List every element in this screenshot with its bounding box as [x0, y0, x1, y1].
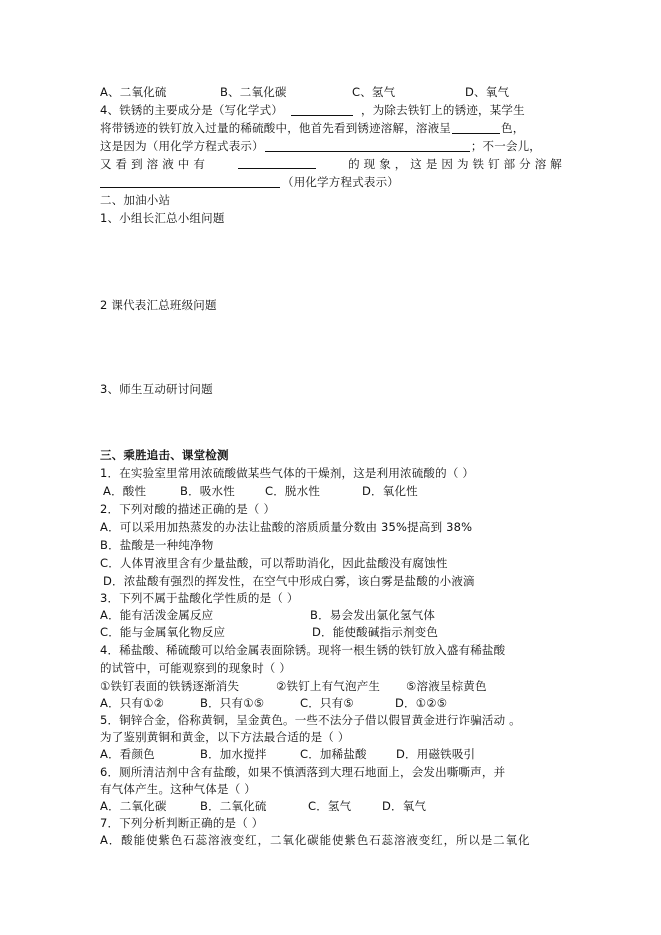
section-2-title: 二、加油小站: [100, 193, 171, 207]
q4-text: 又 看 到 溶 液 中 有: [100, 157, 206, 171]
option: D．能使酸碱指示剂变色: [312, 625, 439, 639]
question-6-line-2: 有气体产生。这种气体是（ ）: [100, 782, 256, 796]
option: C．能与金属氧化物反应: [100, 625, 226, 639]
question-4-line-2: 的试管中，可能观察到的现象时（ ）: [100, 661, 292, 675]
section-3-title: 三、乘胜追击、课堂检测: [100, 448, 229, 462]
option: D．①②⑤: [395, 696, 448, 710]
answer-blank[interactable]: [265, 139, 470, 152]
section-2-item-2: 2 课代表汇总班级问题: [100, 298, 217, 312]
option-c: C、氢气: [352, 85, 396, 99]
q4-text: ，为除去铁钉上的锈迹，某学生: [361, 103, 525, 117]
option: D．用磁铁吸引: [396, 747, 476, 761]
q4-text: 这是因为（用化学方程式表示）: [100, 139, 264, 153]
option: B．易会发出氯化氢气体: [310, 608, 436, 622]
question-3: 3．下列不属于盐酸化学性质的是（ ）: [100, 591, 299, 605]
option: A．二氧化碳: [100, 799, 167, 813]
answer-blank[interactable]: [100, 175, 280, 188]
q4-text: 将带锈迹的铁钉放入过量的稀硫酸中，他首先看到锈迹溶解，溶液呈: [100, 121, 451, 135]
option: A．能有活泼金属反应: [100, 608, 214, 622]
option: B．只有①⑤: [200, 696, 265, 710]
question-2-option-c: C．人体胃液里含有少量盐酸，可以帮助消化，因此盐酸没有腐蚀性: [100, 556, 448, 570]
q4-text: 色，: [501, 121, 525, 135]
answer-blank[interactable]: [291, 103, 353, 116]
option: C．只有⑤: [300, 696, 354, 710]
option: A．看颜色: [100, 747, 155, 761]
option: B．吸水性: [180, 484, 235, 498]
q4-line-5: [100, 174, 399, 190]
option: C．氢气: [308, 799, 352, 813]
question-7: 7．下列分析判断正确的是（ ）: [100, 816, 264, 830]
option: B．二氧化硫: [200, 799, 267, 813]
answer-blank[interactable]: [238, 156, 316, 169]
q4-line-3: [100, 138, 541, 154]
option-d: D、氧气: [465, 85, 510, 99]
option: B．加水搅拌: [200, 747, 267, 761]
q4-line-2: [100, 120, 524, 136]
option: C．脱水性: [265, 484, 321, 498]
q4-text: （用化学方程式表示）: [282, 175, 399, 189]
q4-text: ；不一会儿，: [470, 139, 542, 153]
item: ②铁钉上有气泡产生: [276, 679, 381, 693]
item: ①铁钉表面的铁锈逐渐消失: [100, 679, 240, 693]
option: C．加稀盐酸: [300, 747, 367, 761]
q4-line-1: [100, 102, 525, 118]
question-2-option-a: A．可以采用加热蒸发的办法让盐酸的溶质质量分数由 35%提高到 38%: [100, 520, 473, 534]
option: D．氧气: [382, 799, 427, 813]
q4-text: 的 现 象 ， 这 是 因 为 铁 钉 部 分 溶 解: [348, 157, 562, 171]
answer-blank[interactable]: [452, 121, 500, 134]
q4-line-4: [100, 156, 562, 172]
question-7-option-a: A．酸能使紫色石蕊溶液变红，二氧化碳能使紫色石蕊溶液变红，所以是二氧化: [100, 833, 531, 847]
option-a: A、二氧化硫: [100, 85, 167, 99]
option: A．酸性: [103, 484, 147, 498]
section-2-item-1: 1、小组长汇总小组问题: [100, 211, 225, 225]
question-4-line-1: 4．稀盐酸、稀硫酸可以给金属表面除锈。现将一根生锈的铁钉放入盛有稀盐酸: [100, 643, 506, 657]
option-b: B、二氧化碳: [220, 85, 287, 99]
question-1: 1．在实验室里常用浓硫酸做某些气体的干燥剂，这是利用浓硫酸的（ ）: [100, 466, 475, 480]
question-2-option-d: D．浓盐酸有强烈的挥发性，在空气中形成白雾，该白雾是盐酸的小液滴: [103, 574, 475, 588]
section-2-item-3: 3、师生互动研讨问题: [100, 382, 213, 396]
question-2: 2．下列对酸的描述正确的是（ ）: [100, 502, 276, 516]
question-2-option-b: B．盐酸是一种纯净物: [100, 538, 214, 552]
option: D．氧化性: [362, 484, 418, 498]
option: A．只有①②: [100, 696, 165, 710]
question-5-line-1: 5．铜锌合金，俗称黄铜，呈金黄色。一些不法分子借以假冒黄金进行诈骗活动 。: [100, 713, 521, 727]
question-5-line-2: 为了鉴别黄铜和黄金，以下方法最合适的是（ ）: [100, 730, 350, 744]
question-6-line-1: 6．厕所清洁剂中含有盐酸，如果不慎洒落到大理石地面上，会发出嘶嘶声，并: [100, 765, 506, 779]
item: ⑤溶液呈棕黄色: [406, 679, 487, 693]
q4-text: 4、铁锈的主要成分是（写化学式）: [100, 103, 284, 117]
